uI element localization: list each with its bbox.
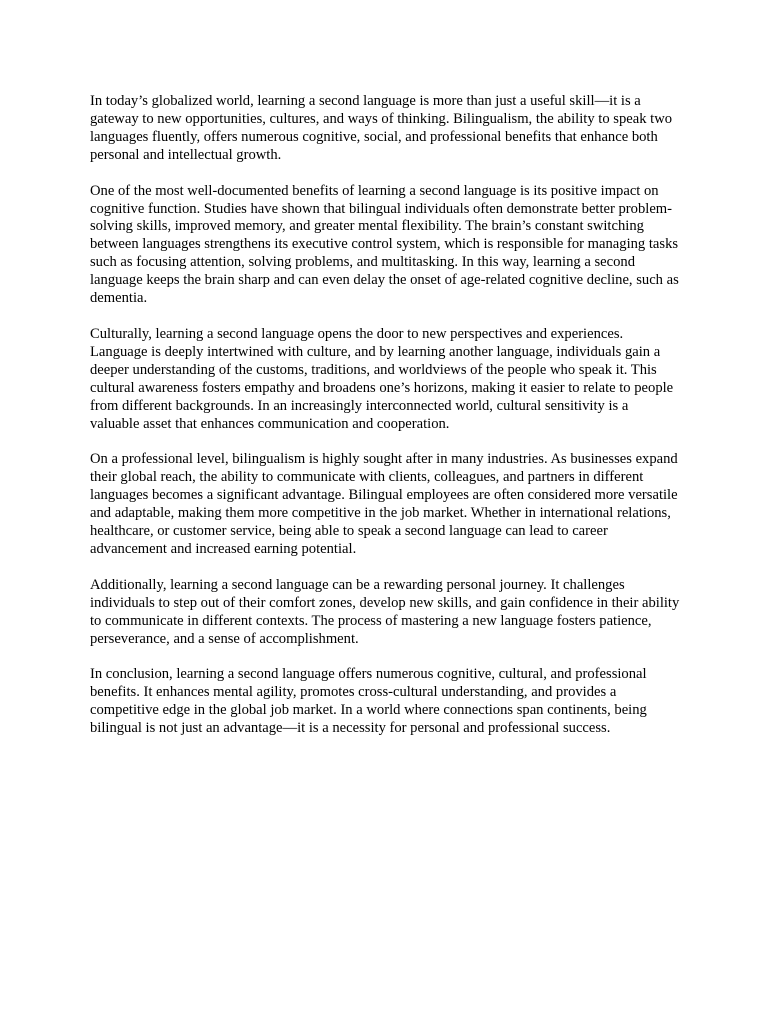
paragraph-professional-benefits: On a professional level, bilingualism is highly sought after in many industries. As businesses expand their global reach, the ability to communicate with clients, colleagues, and partners in different languages becomes a significant advantage. Bilingual employees are often considered more versatile and adaptable, making them more competitive in the job market. Whether in international relations, healthcare, or customer service, being able to speak a second language can lead to career advancement and increased earning potential.: [90, 451, 678, 557]
paragraph-introduction: In today’s globalized world, learning a second language is more than just a useful skill—it is a gateway to new opportunities, cultures, and ways of thinking. Bilingualism, the ability to speak two languages fluently, offers numerous cognitive, social, and professional benefits that enhance both personal and intellectual growth.: [90, 93, 673, 163]
paragraph-cognitive-benefits: One of the most well-documented benefits of learning a second language is its positive impact on cognitive function. Studies have shown that bilingual individuals often demonstrate better problem-solving skills, improved memory, and greater mental flexibility. The brain’s constant switching between languages strengthens its executive control system, which is responsible for managing tasks such as focusing attention, solving problems, and multitasking. In this way, learning a second language keeps the brain sharp and can even delay the onset of age-related cognitive decline, such as dementia.: [90, 182, 679, 307]
paragraph-personal-journey: Additionally, learning a second language can be a rewarding personal journey. It challenges individuals to step out of their comfort zones, develop new skills, and gain confidence in their ability to communicate in different contexts. The process of mastering a new language fosters patience, perseverance, and a sense of accomplishment.: [90, 576, 680, 647]
paragraph-conclusion: In conclusion, learning a second language offers numerous cognitive, cultural, and professional benefits. It enhances mental agility, promotes cross-cultural understanding, and provides a competitive edge in the global job market. In a world where connections span continents, being bilingual is not just an advantage—it is a necessity for personal and professional success.: [90, 666, 647, 737]
paragraph-cultural-benefits: Culturally, learning a second language opens the door to new perspectives and experiences. Language is deeply intertwined with culture, and by learning another language, individuals gain a deeper understanding of the customs, traditions, and worldviews of the people who speak it. This cultural awareness fosters empathy and broadens one’s horizons, making it easier to relate to people from different backgrounds. In an increasingly interconnected world, cultural sensitivity is a valuable asset that enhances communication and cooperation.: [90, 325, 674, 432]
document-body: [90, 93, 680, 756]
